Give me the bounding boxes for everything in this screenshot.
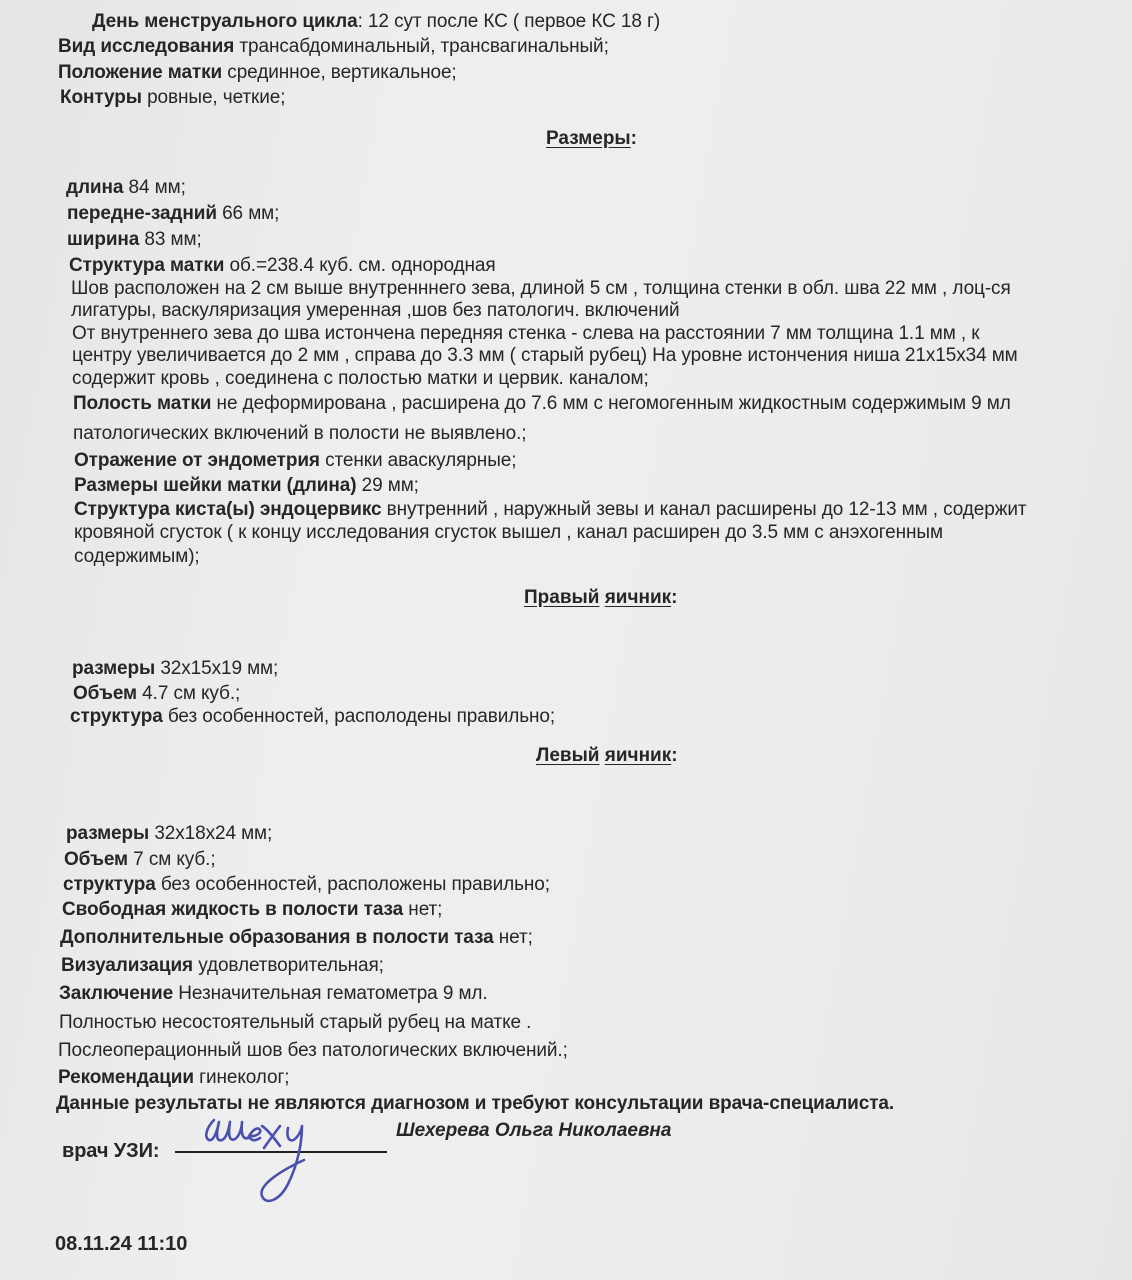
- doctor-name: Шехерева Ольга Николаевна: [396, 1120, 672, 1141]
- cavity-value: не деформирована , расширена до 7.6 мм с негомогенным жидкостным содержимым 9 мл: [211, 393, 1011, 414]
- right-ovary-size-label: размеры: [72, 658, 156, 679]
- uterus-length-line: [66, 177, 186, 199]
- conclusion-text-line-2: Полностью несостоятельный старый рубец на матке .: [59, 1012, 532, 1033]
- study-type-label: Вид исследования: [58, 36, 235, 57]
- uterus-length-label: длина: [66, 177, 124, 198]
- cervix-structure-line: [74, 499, 1026, 521]
- cervix-text-line-3: содержимым);: [74, 546, 200, 567]
- cervix-size-label: Размеры шейки матки (длина): [74, 475, 357, 496]
- conclusion-value: Незначительная гематометра 9 мл.: [173, 983, 488, 1004]
- thinning-text-line-1: От внутреннего зева до шва истончена передняя стенка - слева на расстоянии 7 мм толщина 1.1 мм , к: [72, 323, 980, 344]
- right-ovary-heading-colon: :: [671, 587, 678, 608]
- free-fluid-value: нет;: [403, 899, 443, 920]
- right-ovary-size-value: 32х15х19 мм;: [155, 658, 279, 679]
- uterus-ap-value: 66 мм;: [216, 203, 280, 224]
- left-ovary-volume-value: 7 см куб.;: [128, 849, 216, 870]
- visualization-label: Визуализация: [61, 955, 194, 976]
- uterus-width-value: 83 мм;: [139, 229, 202, 250]
- left-ovary-structure-label: структура: [63, 874, 156, 895]
- recommendations-value: гинеколог;: [193, 1067, 290, 1088]
- study-type-line: [58, 36, 609, 58]
- thinning-text-line-3: содержит кровь , соединена с полостью матки и цервик. каналом;: [72, 368, 649, 389]
- cavity-line: [73, 393, 1011, 415]
- left-ovary-heading: [536, 745, 678, 767]
- contours-label: Контуры: [60, 87, 142, 108]
- right-ovary-heading-word2: яичник: [604, 587, 672, 608]
- endometrium-value: стенки аваскулярные;: [319, 450, 517, 471]
- uterus-width-label: ширина: [67, 229, 140, 250]
- conclusion-line: [59, 983, 488, 1005]
- doctor-label: врач УЗИ:: [62, 1140, 160, 1162]
- scar-text-line-2: лигатуры, васкуляризация умеренная ,шов без патологич. включений: [71, 300, 680, 321]
- cycle-day-line: [92, 11, 660, 33]
- left-ovary-volume-line: [64, 849, 216, 871]
- handwritten-signature: [192, 1108, 332, 1216]
- report-date: 08.11.24 11:10: [55, 1233, 188, 1255]
- uterus-width-line: [67, 229, 202, 251]
- left-ovary-size-line: [66, 823, 272, 845]
- cycle-day-label: День менструального цикла: [92, 11, 358, 32]
- cervix-size-line: [74, 475, 419, 497]
- dimensions-heading-text: Размеры: [546, 128, 631, 149]
- cavity-text-line-2: патологических включений в полости не выявлено.;: [73, 423, 527, 444]
- uterus-structure-value: об.=238.4 куб. см. однородная: [224, 255, 496, 276]
- scar-text-line-1: Шов расположен на 2 см выше внутренннего зева, длиной 5 см , толщина стенки в обл. шва 22 мм , лоц-ся: [71, 278, 1011, 299]
- conclusion-text-line-3: Послеоперационный шов без патологических включений.;: [58, 1040, 568, 1061]
- cycle-day-value: : 12 сут после КС ( первое КС 18 г): [357, 11, 661, 32]
- left-ovary-heading-word1: Левый: [536, 745, 600, 766]
- right-ovary-heading: [524, 587, 678, 609]
- uterus-ap-line: [67, 203, 279, 225]
- endometrium-line: [74, 450, 516, 472]
- cervix-text-line-2: кровяной сгусток ( к концу исследования сгусток вышел , канал расширен до 3.5 мм с анэхогенным: [74, 522, 943, 543]
- left-ovary-heading-word2: яичник: [604, 745, 672, 766]
- cervix-structure-value: внутренний , наружный зевы и канал расширены до 12-13 мм , содержит: [381, 499, 1027, 520]
- uterus-structure-label: Структура матки: [69, 255, 225, 276]
- right-ovary-structure-line: [70, 706, 555, 728]
- thinning-text-line-2: центру увеличивается до 2 мм , справа до 3.3 мм ( старый рубец) На уровне истончения ниша 21х15х34 мм: [72, 345, 1018, 366]
- uterus-ap-label: передне-задний: [67, 203, 217, 224]
- left-ovary-structure-value: без особенностей, расположены правильно;: [155, 874, 550, 895]
- recommendations-label: Рекомендации: [58, 1067, 194, 1088]
- free-fluid-line: [62, 899, 442, 921]
- extra-formations-label: Дополнительные образования в полости таза: [60, 927, 494, 948]
- free-fluid-label: Свободная жидкость в полости таза: [62, 899, 404, 920]
- right-ovary-volume-line: [73, 683, 240, 705]
- cavity-label: Полость матки: [73, 393, 212, 414]
- visualization-line: [61, 955, 384, 977]
- uterus-length-value: 84 мм;: [123, 177, 186, 198]
- right-ovary-structure-value: без особенностей, располодены правильно;: [162, 706, 556, 727]
- left-ovary-size-value: 32х18х24 мм;: [149, 823, 273, 844]
- right-ovary-structure-label: структура: [70, 706, 163, 727]
- disclaimer: Данные результаты не являются диагнозом и требуют консультации врача-специалиста.: [56, 1093, 895, 1114]
- right-ovary-heading-word1: Правый: [524, 587, 600, 608]
- uterus-position-line: [58, 62, 457, 84]
- uterus-structure-line: [69, 255, 496, 277]
- left-ovary-size-label: размеры: [66, 823, 150, 844]
- left-ovary-structure-line: [63, 874, 550, 896]
- cervix-size-value: 29 мм;: [356, 475, 419, 496]
- right-ovary-size-line: [72, 658, 278, 680]
- contours-value: ровные, четкие;: [141, 87, 286, 108]
- endometrium-label: Отражение от эндометрия: [74, 450, 320, 471]
- left-ovary-heading-colon: :: [671, 745, 678, 766]
- right-ovary-volume-label: Объем: [73, 683, 137, 704]
- contours-line: [60, 87, 285, 109]
- uterus-dimensions-heading: [546, 128, 637, 150]
- dimensions-heading-colon: :: [630, 128, 637, 149]
- visualization-value: удовлетворительная;: [193, 955, 384, 976]
- right-ovary-volume-value: 4.7 см куб.;: [137, 683, 241, 704]
- uterus-position-label: Положение матки: [58, 62, 223, 83]
- conclusion-label: Заключение: [59, 983, 174, 1004]
- extra-formations-value: нет;: [493, 927, 533, 948]
- uterus-position-value: срединное, вертикальное;: [222, 62, 457, 83]
- cervix-structure-label: Структура киста(ы) эндоцервикс: [74, 499, 382, 520]
- extra-formations-line: [60, 927, 533, 949]
- left-ovary-volume-label: Объем: [64, 849, 128, 870]
- study-type-value: трансабдоминальный, трансвагинальный;: [234, 36, 609, 57]
- recommendations-line: [58, 1067, 290, 1089]
